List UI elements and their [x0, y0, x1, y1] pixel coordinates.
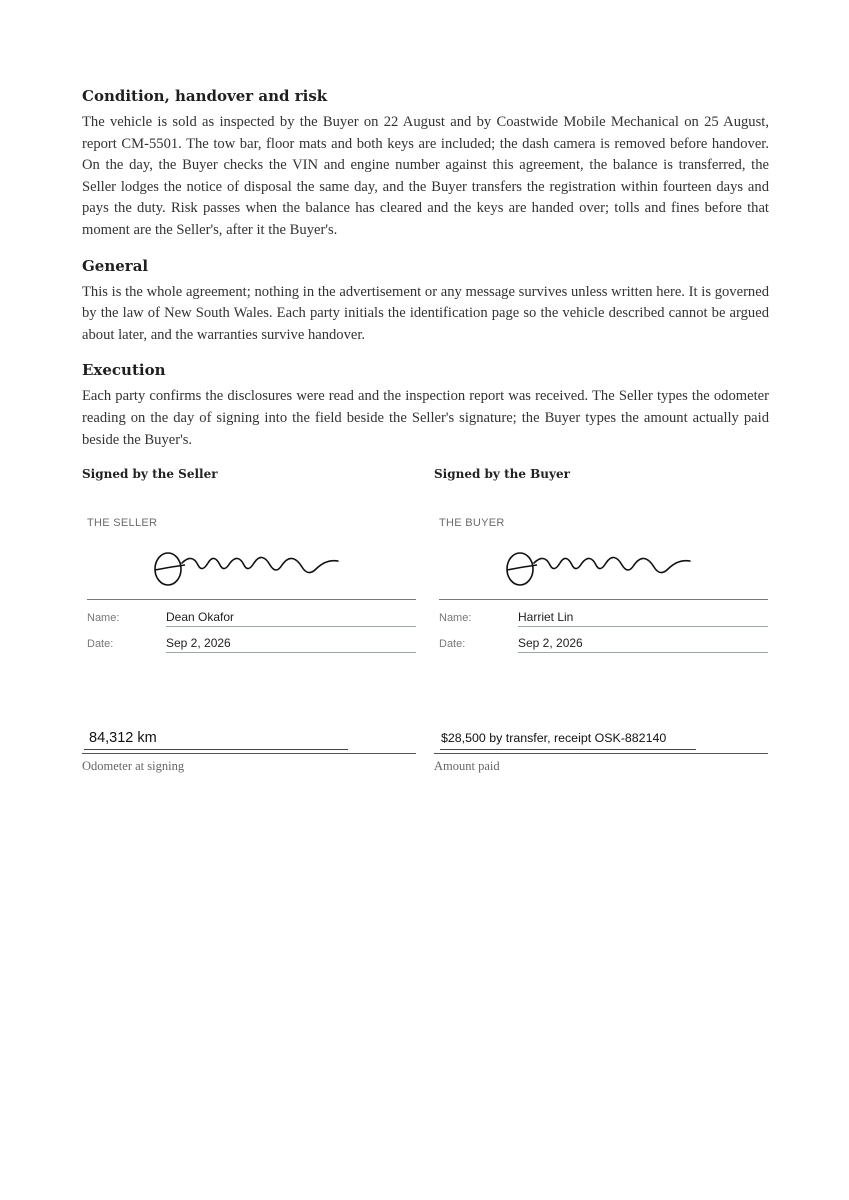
- name-label: Name:: [87, 612, 120, 625]
- odometer-field[interactable]: [82, 729, 416, 754]
- odometer-caption: Odometer at signing: [82, 759, 185, 774]
- amount-paid-field[interactable]: [434, 729, 768, 754]
- amount-paid-value[interactable]: $28,500 by transfer, receipt OSK-882140: [440, 729, 696, 750]
- seller-name-row: [87, 609, 416, 629]
- buyer-signed-by-heading: Signed by the Buyer: [434, 467, 570, 482]
- seller-date-row: [87, 635, 416, 655]
- seller-signature-line: [87, 599, 416, 600]
- seller-signature: [152, 541, 352, 591]
- section-heading: General: [82, 256, 149, 275]
- buyer-signature-line: [439, 599, 768, 600]
- buyer-name-value: Harriet Lin: [518, 609, 768, 627]
- buyer-name-row: [439, 609, 768, 629]
- buyer-signature: [504, 541, 704, 591]
- section-general: [82, 256, 769, 347]
- seller-signed-by-heading: Signed by the Seller: [82, 467, 218, 482]
- buyer-date-value: Sep 2, 2026: [518, 635, 768, 653]
- seller-date-value: Sep 2, 2026: [166, 635, 416, 653]
- buyer-party-label: THE BUYER: [439, 517, 505, 530]
- date-label: Date:: [439, 638, 466, 651]
- section-execution: [82, 360, 769, 451]
- section-condition: [82, 86, 769, 242]
- date-label: Date:: [87, 638, 114, 651]
- section-heading: Execution: [82, 361, 166, 380]
- buyer-signature-block: [434, 465, 768, 774]
- buyer-date-row: [439, 635, 768, 655]
- odometer-value[interactable]: 84,312 km: [84, 729, 348, 750]
- seller-signature-block: [82, 465, 416, 774]
- section-heading: Condition, handover and risk: [82, 87, 328, 105]
- agreement-page: [82, 86, 769, 805]
- amount-paid-caption: Amount paid: [434, 759, 500, 774]
- seller-name-value: Dean Okafor: [166, 609, 416, 627]
- section-body: Each party confirms the disclosures were read and the inspection report was received. The Seller types the odometer reading on the day of signing into the field beside the Seller's signature; the Buyer types the amount actually paid beside the Buyer's.: [82, 388, 769, 448]
- signature-blocks: [82, 465, 769, 805]
- section-body: The vehicle is sold as inspected by the Buyer on 22 August and by Coastwide Mobile Mechanical on 25 August, report CM-5501. The tow bar, floor mats and both keys are included; the dash camera is removed before handover. On the day, the Buyer checks the VIN and engine number against this agreement, the balance is transferred, the Seller lodges the notice of disposal the same day, and the Buyer transfers the registration within fourteen days and pays the duty. Risk passes when the balance has cleared and the keys are handed over; tolls and fines before that moment are the Seller's, after it the Buyer's.: [82, 114, 769, 238]
- section-body: This is the whole agreement; nothing in the advertisement or any message survives unless written here. It is governed by the law of New South Wales. Each party initials the identification page so the vehicle described cannot be argued about later, and the warranties survive handover.: [82, 283, 769, 343]
- name-label: Name:: [439, 612, 472, 625]
- seller-party-label: THE SELLER: [87, 517, 158, 530]
